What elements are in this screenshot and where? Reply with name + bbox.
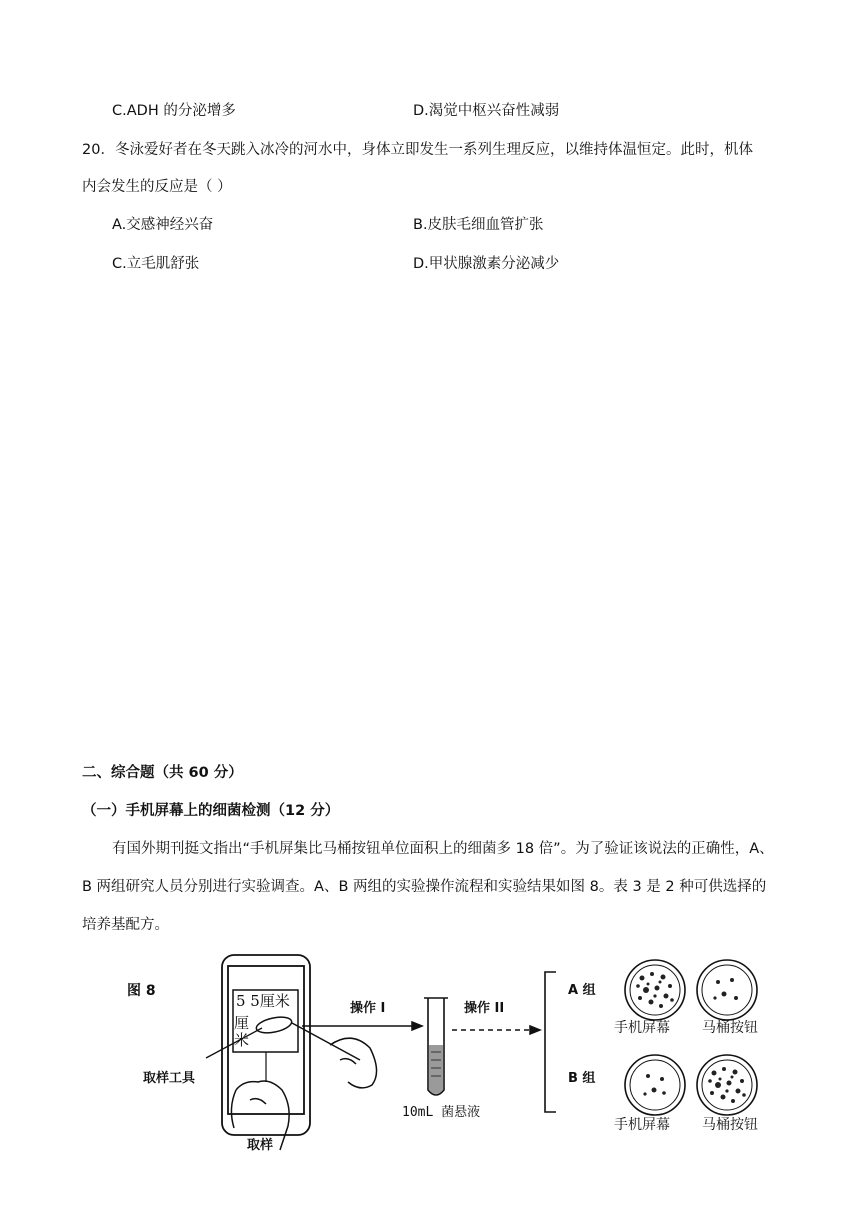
dish-a-phone-label: 手机屏幕	[614, 1020, 670, 1036]
sampling-tool-label: 取样工具	[143, 1071, 196, 1086]
square-size-top: 5 5厘米	[236, 992, 290, 1010]
dish-a-toilet-label: 马桶按钮	[702, 1020, 758, 1036]
paragraph-line2: B 两组研究人员分别进行实验调查。A、B 两组的实验操作流程和实验结果如图 8。表 3 是 2 种可供选择的	[82, 879, 767, 895]
paragraph-line1: 有国外期刊挺文指出“手机屏集比马桶按钮单位面积上的细菌多 18 倍”。为了验证该说法的正确性，A、	[112, 841, 774, 857]
q20-stem-line1: 20．冬泳爱好者在冬天跳入冰冷的河水中，身体立即发生一系列生理反应，以维持体温恒定。此时，机体	[82, 142, 753, 158]
petri-dish-a-toilet	[697, 960, 757, 1020]
paragraph-line3: 培养基配方。	[82, 917, 169, 933]
petri-dish-b-toilet	[697, 1055, 757, 1115]
q20-option-c: C.立毛肌舒张	[112, 256, 200, 272]
petri-dish-b-phone	[625, 1055, 685, 1115]
part1-title: （一）手机屏幕上的细菌检测（12 分）	[82, 803, 340, 819]
dish-b-toilet-label: 马桶按钮	[702, 1117, 758, 1133]
arrow-operation-1	[302, 1022, 422, 1030]
petri-dish-a-phone	[625, 960, 685, 1020]
dish-b-phone-label: 手机屏幕	[614, 1117, 670, 1133]
operation-2-label: 操作 II	[464, 1001, 505, 1016]
sampling-label: 取样	[247, 1138, 274, 1153]
square-size-side-1: 厘	[234, 1014, 250, 1032]
q20-option-b: B.皮肤毛细血管扩张	[413, 217, 544, 233]
figure-label: 图 8	[127, 983, 156, 999]
tube-volume-label: 10mL 菌悬液	[402, 1105, 481, 1120]
q20-option-d: D.甲状腺激素分泌减少	[413, 256, 560, 272]
q20-stem-line2: 内会发生的反应是（ ）	[82, 179, 232, 195]
arrow-operation-2	[452, 1026, 540, 1034]
test-tube	[424, 998, 448, 1095]
group-b-label: B 组	[568, 1071, 596, 1086]
q20-option-a: A.交感神经兴奋	[112, 217, 214, 233]
q19-option-c: C.ADH 的分泌增多	[112, 103, 236, 119]
section2-title: 二、综合题（共 60 分）	[82, 765, 243, 781]
group-a-label: A 组	[568, 983, 596, 998]
q19-option-d: D.渴觉中枢兴奋性减弱	[413, 103, 560, 119]
group-bracket	[545, 972, 556, 1112]
square-size-side-2: 米	[234, 1031, 250, 1049]
operation-1-label: 操作 I	[350, 1001, 386, 1016]
